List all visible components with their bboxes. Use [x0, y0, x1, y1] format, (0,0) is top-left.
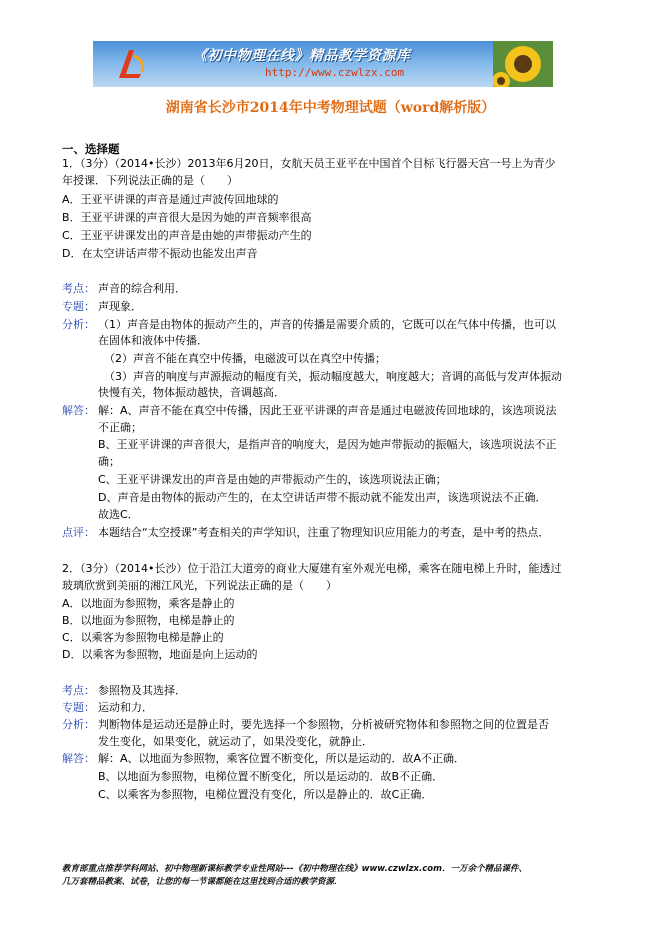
- q2-jieda-line: B、以地面为参照物，电梯位置不断变化，所以是运动的．故B不正确．: [98, 770, 444, 783]
- q1-option-a: A．王亚平讲课的声音是通过声波传回地球的: [62, 193, 279, 206]
- q2-fenxi-line: 判断物体是运动还是静止时，要先选择一个参照物，分析被研究物体和参照物之间的位置是否: [98, 718, 549, 731]
- footer-line-1: 教育部重点推荐学科网站、初中物理新课标教学专业性网站---《初中物理在线》www.czwlzx.com．一万余个精品课件、: [62, 864, 527, 874]
- q1-jieda-label: 解答：: [62, 404, 95, 417]
- q1-zhuanti-label: 专题：: [62, 300, 95, 313]
- document-title: 湖南省长沙市2014年中考物理试题（word解析版）: [165, 100, 496, 116]
- q2-stem-line-1: 2．（3分）（2014•长沙）位于沿江大道旁的商业大厦建有室外观光电梯，乘客在随电梯上升时，能透过: [62, 562, 562, 575]
- q2-option-b: B．以地面为参照物，电梯是静止的: [62, 614, 235, 627]
- q1-kaodian: 声音的综合利用．: [98, 282, 186, 295]
- q2-option-d: D．以乘客为参照物，地面是向上运动的: [62, 648, 258, 661]
- q2-kaodian-label: 考点：: [62, 684, 95, 697]
- q1-dianping: 本题结合“太空授课”考查相关的声学知识，注重了物理知识应用能力的考查，是中考的热点．: [98, 526, 550, 539]
- q1-fenxi-line: （1）声音是由物体的振动产生的，声音的传播是需要介质的，它既可以在气体中传播，也可以: [98, 318, 556, 331]
- q2-option-c: C．以乘客为参照物电梯是静止的: [62, 631, 224, 644]
- footer-line-2: 几万套精品教案、试卷，让您的每一节课都能在这里找到合适的教学资源．: [62, 877, 343, 887]
- q1-fenxi-line: 快慢有关，物体振动越快，音调越高．: [98, 386, 285, 399]
- q1-jieda-line: 确；: [98, 455, 120, 468]
- q2-kaodian: 参照物及其选择．: [98, 684, 186, 697]
- section-heading: 一、选择题: [62, 142, 120, 156]
- q1-jieda-line: B、王亚平讲课的声音很大，是指声音的响度大，是因为她声带振动的振幅大，该选项说法不正: [98, 438, 557, 451]
- q1-fenxi-line: 在固体和液体中传播．: [98, 334, 208, 347]
- q1-fenxi-line: （3）声音的响度与声源振动的幅度有关，振动幅度越大，响度越大；音调的高低与发声体振动: [104, 370, 562, 383]
- q1-jieda-line: D、声音是由物体的振动产生的，在太空讲话声带不振动就不能发出声，该选项说法不正确．: [98, 491, 547, 504]
- q1-option-c: C．王亚平讲课发出的声音是由她的声带振动产生的: [62, 229, 312, 242]
- q2-jieda-line: C、以乘客为参照物，电梯位置没有变化，所以是静止的．故C正确．: [98, 788, 433, 801]
- banner-title: 《初中物理在线》精品教学资源库: [193, 48, 411, 64]
- q1-zhuanti: 声现象．: [98, 300, 142, 313]
- q1-stem-line-1: 1．（3分）（2014•长沙）2013年6月20日，女航天员王亚平在中国首个目标飞行器天宫一号上为青少: [62, 157, 556, 170]
- q2-zhuanti-label: 专题：: [62, 701, 95, 714]
- q1-fenxi-label: 分析：: [62, 318, 95, 331]
- q2-stem-line-2: 玻璃欣赏到美丽的湘江风光，下列说法正确的是（ ）: [62, 579, 337, 592]
- q2-fenxi-line: 发生变化，如果变化，就运动了，如果没变化，就静止．: [98, 735, 373, 748]
- q1-fenxi-line: （2）声音不能在真空中传播，电磁波可以在真空中传播；: [104, 352, 386, 365]
- q1-dianping-label: 点评：: [62, 526, 95, 539]
- q1-option-b: B．王亚平讲课的声音很大是因为她的声音频率很高: [62, 211, 312, 224]
- q2-jieda-line: 解：A、以地面为参照物，乘客位置不断变化，所以是运动的．故A不正确．: [98, 752, 466, 765]
- q2-zhuanti: 运动和力．: [98, 701, 153, 714]
- q1-jieda-line: 不正确；: [98, 421, 142, 434]
- q1-jieda-line: C、王亚平讲课发出的声音是由她的声带振动产生的，该选项说法正确；: [98, 473, 447, 486]
- q2-jieda-label: 解答：: [62, 752, 95, 765]
- q1-option-d: D．在太空讲话声带不振动也能发出声音: [62, 247, 258, 260]
- header-banner: [93, 41, 553, 87]
- q2-option-a: A．以地面为参照物，乘客是静止的: [62, 597, 235, 610]
- page-footer: [62, 863, 622, 889]
- q1-jieda-line: 故选C．: [98, 508, 139, 521]
- q1-jieda-line: 解：A、声音不能在真空中传播，因此王亚平讲课的声音是通过电磁波传回地球的，该选项说法: [98, 404, 557, 417]
- q1-kaodian-label: 考点：: [62, 282, 95, 295]
- site-logo-icon: [115, 46, 149, 82]
- sunflower-icon: [493, 41, 553, 87]
- q1-stem-line-2: 年授课．下列说法正确的是（ ）: [62, 174, 238, 187]
- q2-fenxi-label: 分析：: [62, 718, 95, 731]
- banner-url[interactable]: http://www.czwlzx.com: [265, 66, 405, 79]
